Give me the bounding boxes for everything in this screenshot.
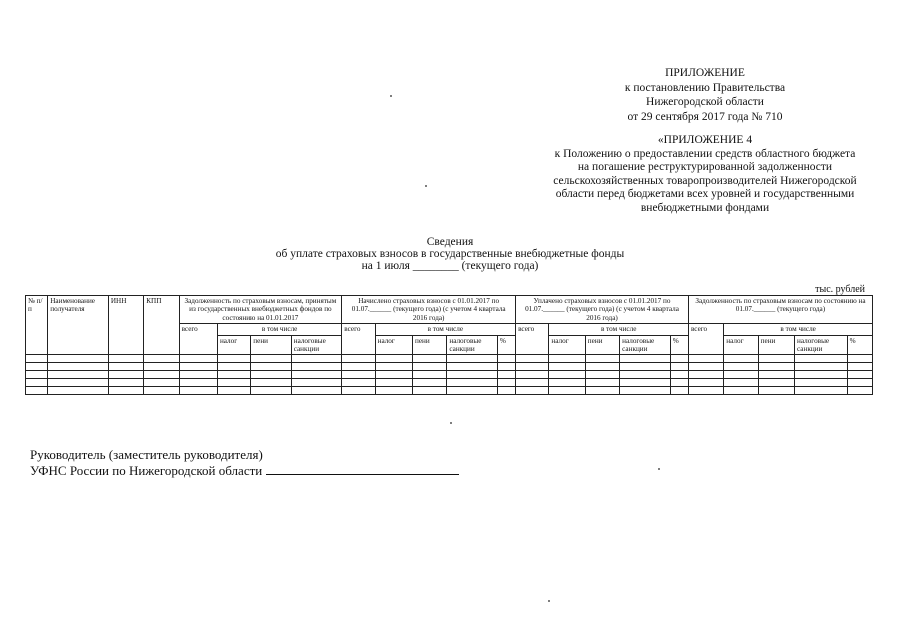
signature-line-2 xyxy=(30,463,459,479)
appendix-4-line-1: к Положению о предоставлении средств областного бюджета xyxy=(554,147,856,160)
g4-sanctions: налоговые санкции xyxy=(795,335,848,355)
g4-total: всего xyxy=(688,324,723,355)
g3-sanctions: налоговые санкции xyxy=(620,335,671,355)
group-debt-current: Задолженность по страховым взносам по состоянию на 01.07.______ (текущего года) xyxy=(688,296,872,324)
g4-percent: % xyxy=(847,335,872,355)
g1-total: всего xyxy=(179,324,217,355)
g2-percent: % xyxy=(497,335,515,355)
unit-label: тыс. рублей xyxy=(815,284,865,295)
appendix-4-line-5: внебюджетными фондами xyxy=(640,201,770,214)
g4-penalty: пени xyxy=(758,335,794,355)
appendix-4-line-3: сельскохозяйственных товаропроизводителей Нижегородской xyxy=(553,174,857,187)
col-kpp: КПП xyxy=(144,296,179,355)
signature-line-1: Руководитель (заместитель руководителя) xyxy=(30,447,263,462)
table-header-row-1 xyxy=(26,296,873,324)
appendix-4-line-2: на погашение реструктурированной задолженности xyxy=(577,161,833,174)
table-row xyxy=(26,387,873,395)
g3-including: в том числе xyxy=(549,324,689,335)
scan-speck xyxy=(450,422,452,424)
g1-penalty: пени xyxy=(251,335,291,355)
g2-sanctions: налоговые санкции xyxy=(447,335,498,355)
group-debt-2017: Задолженность по страховым взносам, принятым из государственных внебюджетных фондов по состоянию на 01.01.2017 xyxy=(179,296,342,324)
document-title xyxy=(200,236,700,272)
title-line-2: об уплате страховых взносов в государственные внебюджетные фонды xyxy=(275,248,625,260)
payments-table xyxy=(25,295,873,395)
col-inn: ИНН xyxy=(108,296,143,355)
appendix-line-3: от 29 сентября 2017 года № 710 xyxy=(627,110,783,123)
col-num: № п/п xyxy=(26,296,48,355)
table-row xyxy=(26,363,873,371)
g2-penalty: пени xyxy=(413,335,447,355)
g3-total: всего xyxy=(516,324,549,355)
appendix-4-title: «ПРИЛОЖЕНИЕ 4 xyxy=(657,134,753,146)
g4-including: в том числе xyxy=(724,324,873,335)
scan-speck xyxy=(548,600,550,602)
g1-tax: налог xyxy=(217,335,250,355)
g3-tax: налог xyxy=(549,335,585,355)
scan-speck xyxy=(425,185,427,187)
appendix-line-1: к постановлению Правительства xyxy=(624,81,786,94)
g2-total: всего xyxy=(342,324,375,355)
g2-including: в том числе xyxy=(375,324,515,335)
appendix-4-header xyxy=(530,134,880,216)
appendix-title: ПРИЛОЖЕНИЕ xyxy=(665,67,745,79)
title-line-1: Сведения xyxy=(426,236,474,248)
title-line-3: на 1 июля ________ (текущего года) xyxy=(361,260,539,272)
g2-tax: налог xyxy=(375,335,412,355)
appendix-4-line-4: области перед бюджетами всех уровней и государственными xyxy=(555,188,855,201)
scan-speck xyxy=(390,95,392,97)
g3-percent: % xyxy=(670,335,688,355)
signature-org: УФНС России по Нижегородской области xyxy=(30,463,263,478)
g1-sanctions: налоговые санкции xyxy=(291,335,342,355)
g4-tax: налог xyxy=(724,335,758,355)
g1-including: в том числе xyxy=(217,324,341,335)
table-row xyxy=(26,379,873,387)
table-row xyxy=(26,355,873,363)
table-row xyxy=(26,371,873,379)
col-name: Наименование получателя xyxy=(48,296,109,355)
group-accrued: Начислено страховых взносов с 01.01.2017 по 01.07.______ (текущего года) (с учетом 4 квартала 2016 года) xyxy=(342,296,516,324)
appendix-header xyxy=(540,66,870,124)
signature-block xyxy=(30,447,459,479)
g3-penalty: пени xyxy=(585,335,619,355)
appendix-line-2: Нижегородской области xyxy=(646,96,764,108)
group-paid: Уплачено страховых взносов с 01.01.2017 по 01.07.______ (текущего года) (с учетом 4 квартала 2016 года) xyxy=(516,296,689,324)
scan-speck xyxy=(658,468,660,470)
signature-underline xyxy=(266,463,459,475)
